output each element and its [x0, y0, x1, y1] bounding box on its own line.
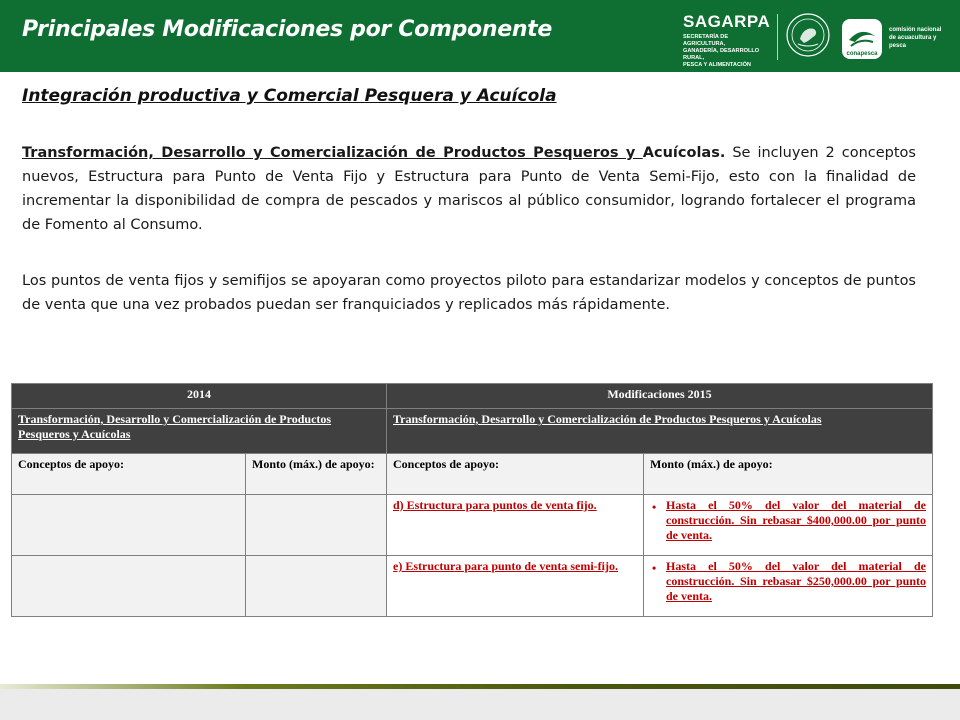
program-2015: Transformación, Desarrollo y Comercialización de Productos Pesqueros y Acuícolas	[387, 409, 933, 454]
program-row	[12, 409, 933, 454]
empty-cell	[246, 495, 387, 556]
concept-cell: d) Estructura para puntos de venta fijo.	[387, 495, 644, 556]
col-concepts-2015: Conceptos de apoyo:	[387, 454, 644, 495]
header-bar	[0, 0, 960, 72]
conapesca-mark-text: conapesca	[846, 51, 878, 57]
para1-lead-underlined: Transformación, Desarrollo y Comercialización de Productos Pesqueros y	[22, 145, 643, 161]
table-header-row	[12, 384, 933, 409]
conapesca-logo-icon	[841, 18, 883, 60]
col-amount-2014: Monto (máx.) de apoyo:	[246, 454, 387, 495]
logo-group	[683, 10, 945, 68]
bullet-icon: •	[652, 500, 657, 514]
comparison-table	[11, 383, 933, 617]
amount-cell	[644, 556, 933, 617]
footer-accent-bar	[0, 684, 960, 689]
para1-lead	[22, 145, 725, 161]
sagarpa-subtitle: SECRETARÍA DE AGRICULTURA, GANADERÍA, DESARROLLO RURAL, PESCA Y ALIMENTACIÓN	[683, 34, 760, 68]
col-concepts-2014: Conceptos de apoyo:	[12, 454, 246, 495]
amount-cell	[644, 495, 933, 556]
empty-cell	[246, 556, 387, 617]
sagarpa-logo-text: SAGARPA	[683, 12, 771, 31]
para1-lead-plain: Acuícolas.	[642, 145, 726, 161]
national-seal-icon	[786, 13, 830, 57]
paragraph-1	[22, 141, 916, 237]
concept-cell: e) Estructura para punto de venta semi-fijo.	[387, 556, 644, 617]
paragraph-2: Los puntos de venta fijos y semifijos se apoyaran como proyectos piloto para estandarizar modelos y conceptos de puntos de venta que una vez probados puedan ser franquiciados y replicados más rápidamente.	[22, 273, 916, 313]
conapesca-name: comisión nacional de acuacultura y pesca	[889, 27, 942, 49]
section-subtitle: Integración productiva y Comercial Pesquera y Acuícola	[22, 86, 557, 106]
col-amount-2015: Monto (máx.) de apoyo:	[644, 454, 933, 495]
amount-text: Hasta el 50% del valor del material de construcción. Sin rebasar $400,000.00 por punto de venta.	[666, 498, 927, 542]
para1-body: Se incluyen 2 conceptos nuevos, Estructura para Punto de Venta Fijo y Estructura para Punto de Venta Semi-Fijo, esto con la finalidad de incrementar la disponibilidad de compra de pescados y mariscos al público consumidor, logrando fortalecer el programa de Fomento al Consumo.	[22, 145, 916, 233]
program-2014: Transformación, Desarrollo y Comercialización de Productos Pesqueros y Acuícolas	[12, 409, 387, 454]
empty-cell	[12, 495, 246, 556]
slide-title: Principales Modificaciones por Componente	[22, 17, 553, 42]
logo-divider	[777, 14, 778, 60]
amount-text: Hasta el 50% del valor del material de construcción. Sin rebasar $250,000.00 por punto de venta.	[666, 559, 927, 603]
bullet-icon: •	[652, 561, 657, 575]
header-2015: Modificaciones 2015	[387, 384, 933, 409]
footer-band	[0, 684, 960, 720]
empty-cell	[12, 556, 246, 617]
column-labels-row	[12, 454, 933, 495]
header-2014: 2014	[12, 384, 387, 409]
table-row	[12, 495, 933, 556]
table-row	[12, 556, 933, 617]
